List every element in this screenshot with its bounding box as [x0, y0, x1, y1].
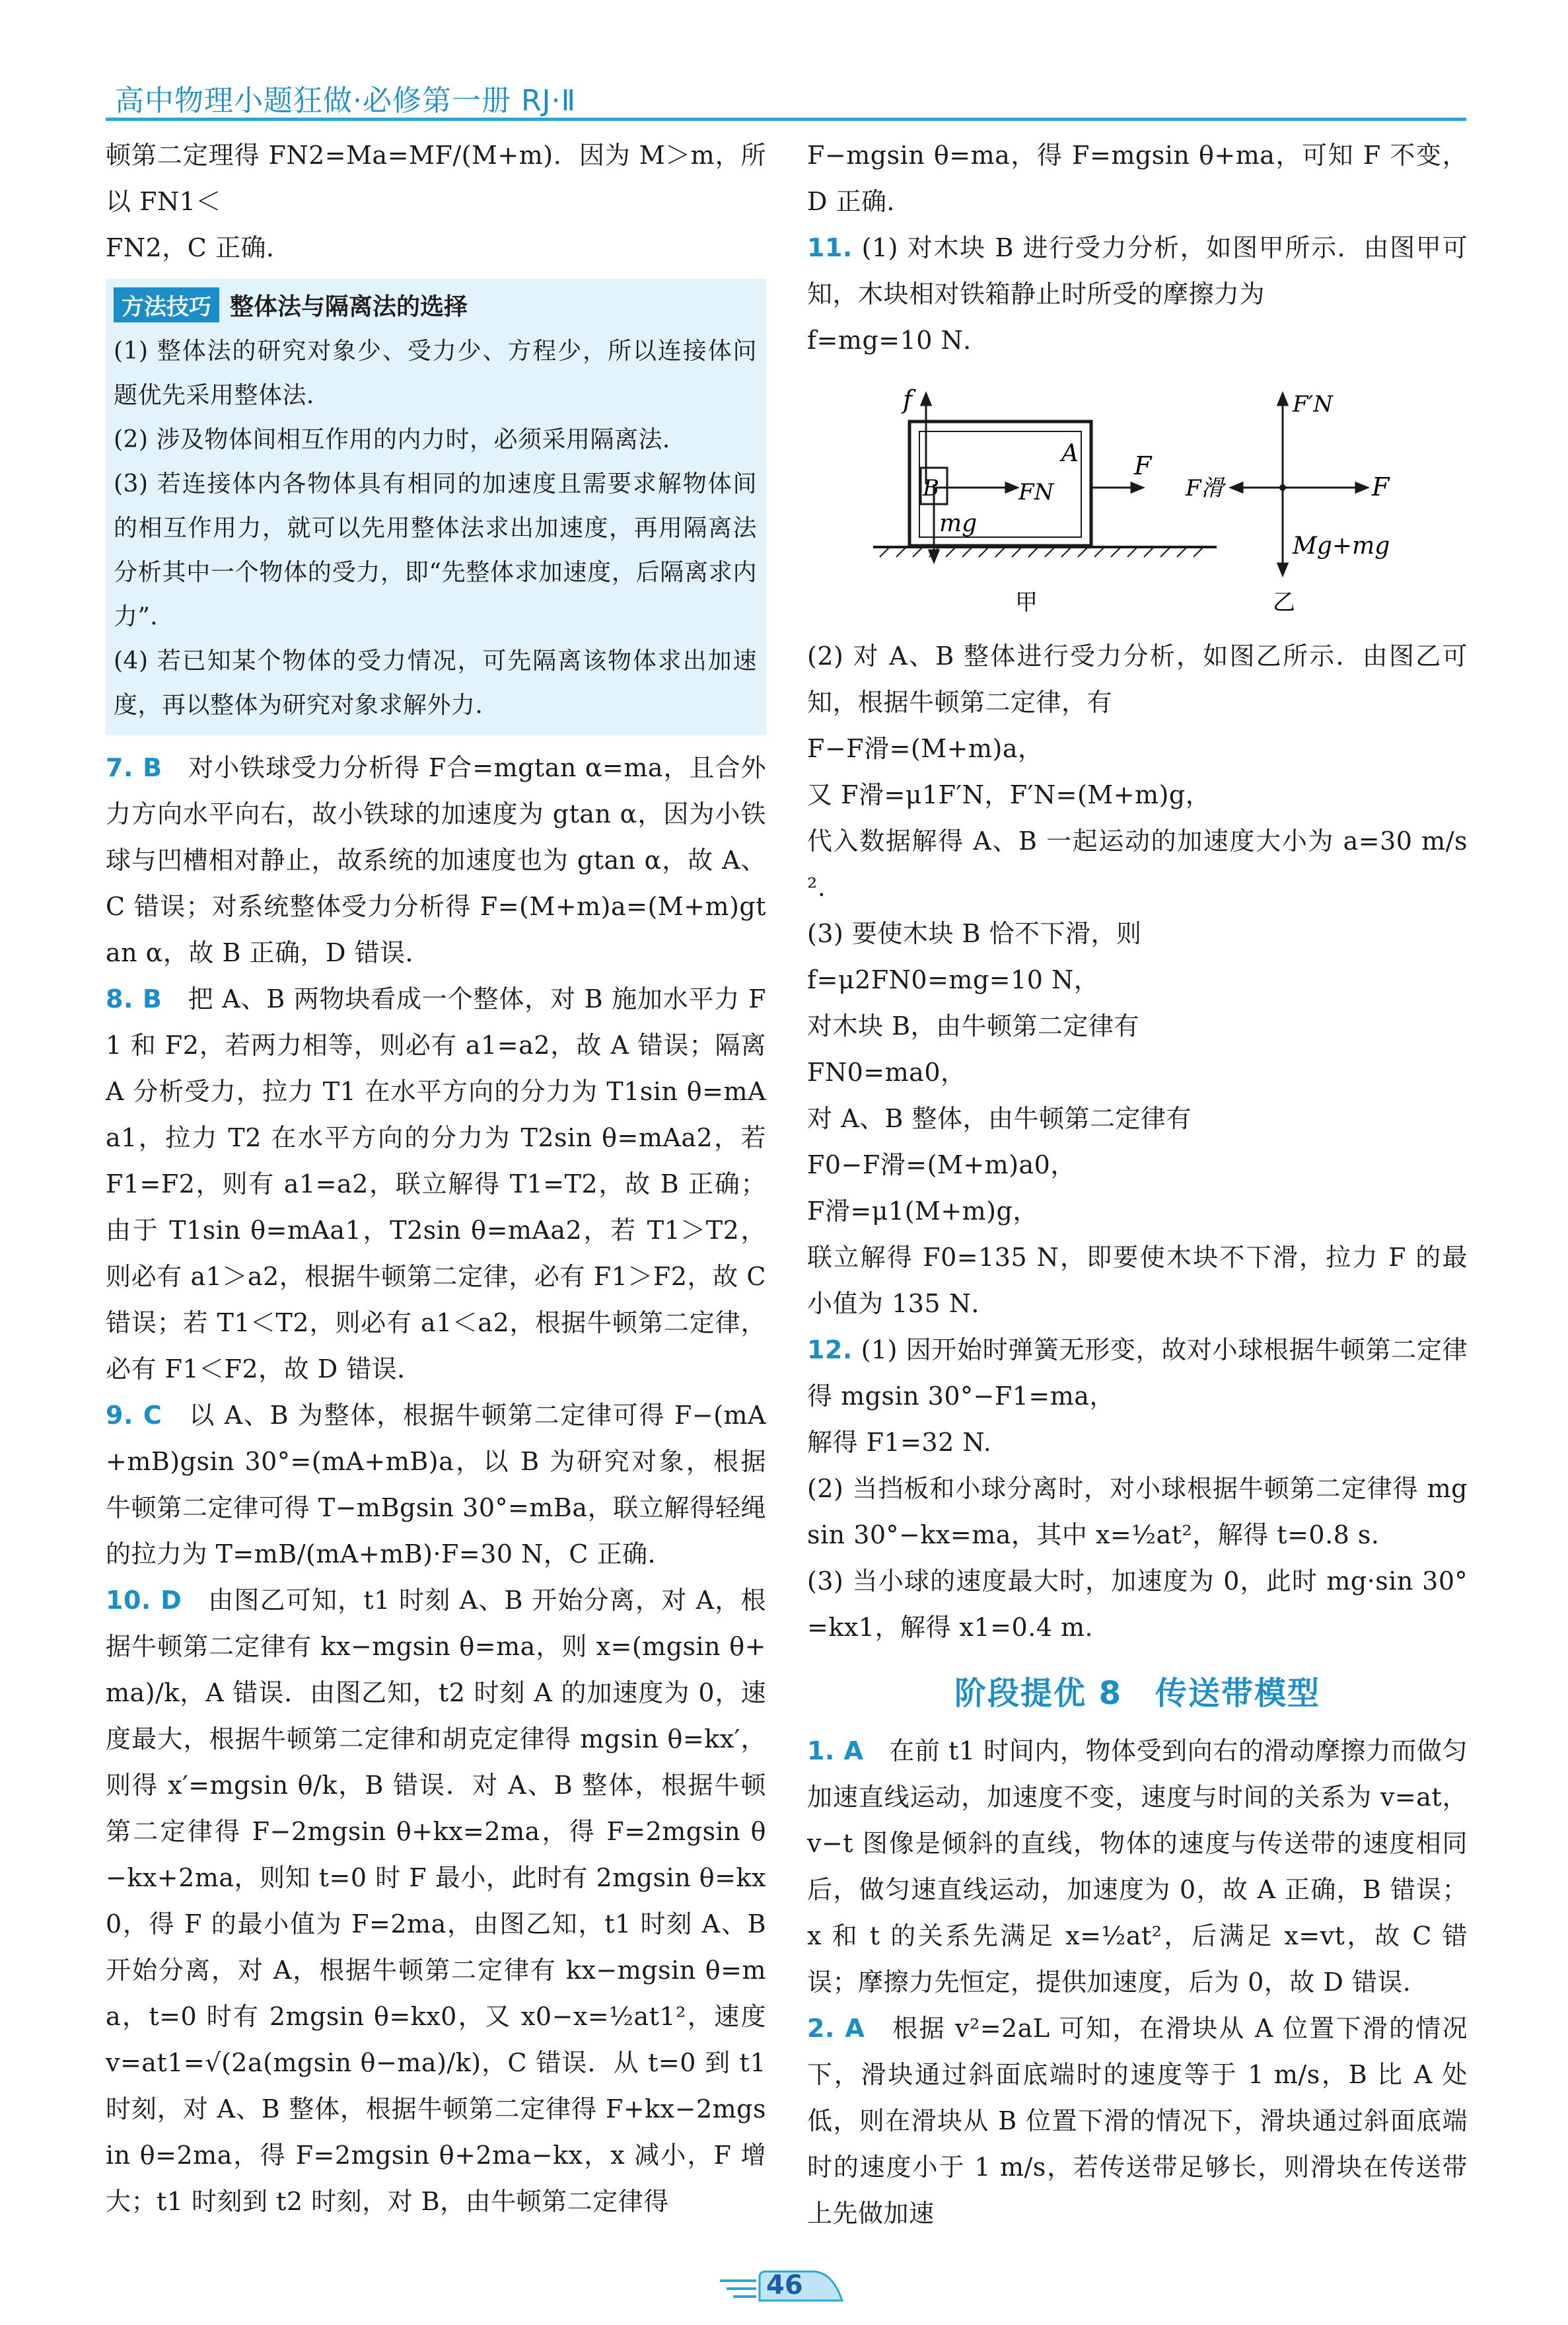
label-b: B [923, 475, 939, 501]
answer-number: 11. [807, 233, 853, 262]
tip-title: 整体法与隔离法的选择 [230, 293, 468, 320]
answer-number: 2. A [807, 2014, 865, 2043]
text-line: 联立解得 F0=135 N，即要使木块不下滑，拉力 F 的最小值为 135 N． [807, 1243, 1468, 1318]
pull-force-arrowhead-2 [1356, 483, 1367, 492]
text-line: (3) 当小球的速度最大时，加速度为 0，此时 mg·sin 30°=kx1，解得 x1=0.4 m. [807, 1567, 1468, 1642]
text-line: F0−F滑=(M+m)a0， [807, 1150, 1076, 1179]
text-line: F滑=μ1(M+m)g， [807, 1197, 1038, 1226]
label-mg-total: Mg+mg [1293, 533, 1390, 560]
answer-11 [807, 225, 1468, 317]
answer-9 [106, 1392, 766, 1577]
label-F: F [1134, 451, 1152, 480]
tip-item: (3) 若连接体内各物体具有相同的加速度且需要求解物体间的相互作用力，就可以先用整体法求出加速度，再用隔离法分析其中一个物体的受力，即“先整体求加速度，后隔离求内力”． [114, 470, 757, 630]
force-diagram-figure [807, 375, 1468, 629]
answer-text: 以 A、B 为整体，根据牛顿第二定律可得 F−(mA+mB)gsin 30°=(mA+mB)a，以 B 为研究对象，根据牛顿第二定律可得 T−mBgsin 30°=mBa，联立解得轻绳的拉力为 T=mB/(mA+mB)·F=30 N，C 正确． [106, 1401, 766, 1568]
label-f: f [903, 385, 913, 414]
normal-force-arrowhead [1006, 483, 1017, 492]
text-line: (2) 当挡板和小球分离时，对小球根据牛顿第二定律得 mgsin 30°−kx=ma，其中 x=½at²，解得 t=0.8 s. [807, 1474, 1468, 1549]
answer-number: 12. [807, 1335, 853, 1364]
answer-text: 在前 t1 时间内，物体受到向右的滑动摩擦力而做匀加速直线运动，加速度不变，速度与时间的关系为 v=at，v−t 图像是倾斜的直线，物体的速度与传送带的速度相同后，做匀速直线运动，加速度为 0，故 A 正确，B 错误；x 和 t 的关系先满足 x=½at²，后满足 x=vt，故 C 错误；摩擦力先恒定，提供加速度，后为 0，故 D 错误． [807, 1736, 1468, 1997]
text-line: f=mg=10 N． [807, 326, 989, 355]
weight-arrowhead [929, 550, 939, 562]
caption-jia: 甲 [1015, 589, 1038, 616]
friction-arrowhead-2 [1231, 483, 1242, 492]
label-a: A [1061, 440, 1079, 467]
answer-12 [807, 1327, 1468, 1419]
answer-number: 1. A [807, 1736, 864, 1765]
answer-text: (1) 对木块 B 进行受力分析，如图甲所示．由图甲可知，木块相对铁箱静止时所受的摩擦力为 [807, 233, 1468, 309]
text-line: FN0=ma0， [807, 1058, 966, 1087]
section-title: 阶段提优 8 传送带模型 [954, 1675, 1321, 1712]
pull-force-arrowhead [1131, 483, 1143, 492]
label-fn: FN [1018, 479, 1054, 505]
text-line: 解得 F1=32 N. [807, 1428, 992, 1457]
answer-number: 8. B [106, 984, 162, 1014]
center-point [1279, 484, 1286, 491]
tip-item: (1) 整体法的研究对象少、受力少、方程少，所以连接体问题优先采用整体法． [114, 338, 757, 409]
right-column [807, 132, 1468, 2236]
text-line: f=μ2FN0=mg=10 N， [807, 965, 1100, 994]
text-line: (3) 要使木块 B 恰不下滑，则 [807, 919, 1142, 948]
normal-force-arrowhead-2 [1278, 394, 1287, 405]
answer-text: 把 A、B 两物块看成一个整体，对 B 施加水平力 F1 和 F2，若两力相等，则必有 a1=a2，故 A 错误；隔离 A 分析受力，拉力 T1 在水平方向的分力为 T1sin θ=mAa1，拉力 T2 在水平方向的分力为 T2sin θ=mAa2，若 F1=F2，则有 a1=a2，联立解得 T1=T2，故 B 正确；由于 T1sin θ=mAa1，T2sin θ=mAa2，若 T1＞T2，则必有 a1＞a2，根据牛顿第二定律，必有 F1＞F2，故 C 错误；若 T1＜T2，则必有 a1＜a2，根据牛顿第二定律，必有 F1＜F2，故 D 错误． [106, 984, 766, 1384]
ground-hatch [880, 547, 1203, 557]
book-title: 高中物理小题狂做·必修第一册 RJ·Ⅱ [115, 84, 577, 118]
text-line: 代入数据解得 A、B 一起运动的加速度大小为 a=30 m/s². [807, 827, 1468, 902]
page-number: 46 [766, 2270, 803, 2301]
left-column [106, 132, 766, 2225]
text-line: 对木块 B，由牛顿第二定律有 [807, 1012, 1140, 1041]
stage-answer-2 [807, 2005, 1468, 2236]
text-line: F−F滑=(M+m)a， [807, 734, 1044, 763]
label-fn-prime: F′N [1293, 391, 1334, 418]
answer-10 [106, 1577, 766, 2225]
force-diagram [807, 375, 1468, 626]
answer-text: (1) 因开始时弹簧无形变，故对小球根据牛顿第二定律得 mgsin 30°−F1=ma， [807, 1335, 1468, 1411]
label-f-hua: F滑 [1186, 475, 1224, 501]
running-header [106, 74, 1466, 121]
method-tip-box [106, 279, 766, 735]
friction-arrowhead [921, 394, 931, 405]
text-line: FN2，C 正确． [106, 233, 292, 262]
label-mg: mg [939, 510, 978, 537]
tip-header [114, 284, 757, 325]
stage-answer-1 [807, 1728, 1468, 2005]
text-line: 对 A、B 整体，由牛顿第二定律有 [807, 1104, 1192, 1133]
text-line: (2) 对 A、B 整体进行受力分析，如图乙所示．由图乙可知，根据牛顿第二定律，有 [807, 642, 1468, 717]
label-F-2: F [1372, 472, 1390, 501]
weight-arrowhead-2 [1278, 564, 1287, 575]
answer-text: 根据 v²=2aL 可知，在滑块从 A 位置下滑的情况下，滑块通过斜面底端时的速度等于 1 m/s，B 比 A 处低，则在滑块从 B 位置下滑的情况下，滑块通过斜面底端时的速度小于 1 m/s，若传送带足够长，则滑块在传送带上先做加速 [807, 2014, 1468, 2228]
answer-text: 由图乙可知，t1 时刻 A、B 开始分离，对 A，根据牛顿第二定律有 kx−mgsin θ=ma，则 x=(mgsin θ+ma)/k，A 错误．由图乙知，t2 时刻 A 的加速度为 0，速度最大，根据牛顿第二定律和胡克定律得 mgsin θ=kx′，则得 x′=mgsin θ/k，B 错误．对 A、B 整体，根据牛顿第二定律得 F−2mgsin θ+kx=2ma，得 F=2mgsin θ−kx+2ma，则知 t=0 时 F 最小，此时有 2mgsin θ=kx0，得 F 的最小值为 F=2ma，由图乙知，t1 时刻 A、B 开始分离，对 A，根据牛顿第二定律有 kx−mgsin θ=ma，t=0 时有 2mgsin θ=kx0，又 x0−x=½at1²，速度 v=at1=√(2a(mgsin θ−ma)/k)，C 错误．从 t=0 到 t1 时刻，对 A、B 整体，根据牛顿第二定律得 F+kx−2mgsin θ=2ma，得 F=2mgsin θ+2ma−kx，x 减小，F 增大；t1 时刻到 t2 时刻，对 B，由牛顿第二定律得 [106, 1586, 766, 2216]
answer-text: 对小铁球受力分析得 F合=mgtan α=ma，且合外力方向水平向右，故小铁球的加速度为 gtan α，因为小铁球与凹槽相对静止，故系统的加速度也为 gtan α，故 A、C 错误；对系统整体受力分析得 F=(M+m)a=(M+m)gtan α，故 B 正确，D 错误． [106, 753, 766, 967]
tip-item: (4) 若已知某个物体的受力情况，可先隔离该物体求出加速度，再以整体为研究对象求解外力． [114, 647, 757, 719]
text-line: 顿第二定理得 FN2=Ma=MF/(M+m)．因为 M＞m，所以 FN1＜ [106, 141, 766, 216]
answer-7 [106, 745, 766, 976]
text-line: F−mgsin θ=ma，得 F=mgsin θ+ma，可知 F 不变，D 正确． [807, 141, 1468, 216]
caption-yi: 乙 [1273, 589, 1295, 616]
answer-number: 10. D [106, 1586, 182, 1615]
tip-label: 方法技巧 [114, 287, 219, 322]
answer-8 [106, 976, 766, 1392]
text-line: 又 F滑=μ1F′N，F′N=(M+m)g， [807, 780, 1211, 809]
tip-item: (2) 涉及物体间相互作用的内力时，必须采用隔离法． [114, 426, 687, 453]
answer-number: 7. B [106, 753, 162, 782]
answer-number: 9. C [106, 1401, 162, 1430]
page-footer [720, 2266, 852, 2306]
